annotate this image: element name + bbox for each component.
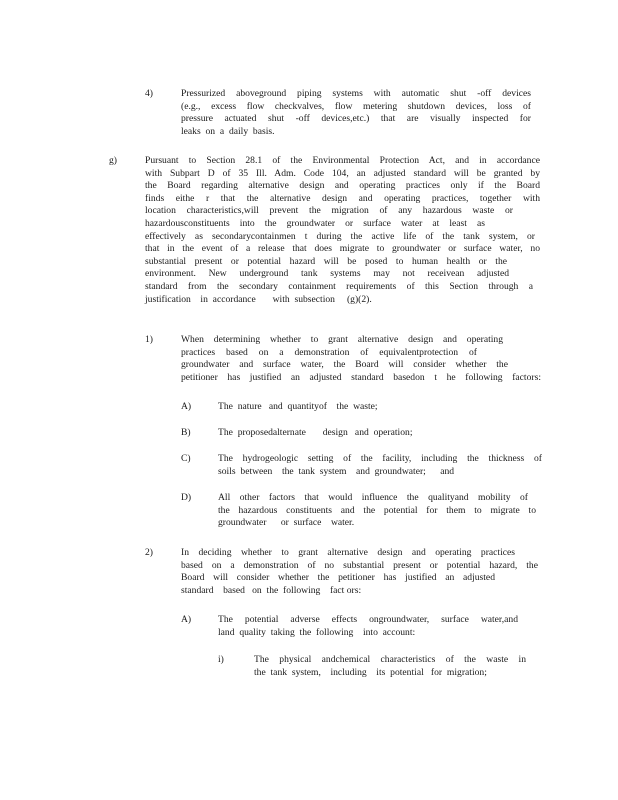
- factor-label: D): [181, 492, 192, 503]
- subitem-label: 1): [145, 334, 153, 345]
- item-text: Pressurized aboveground piping systems with automatic shut -off devices (e.g., excess flow checkvalves, flow metering shutdown devices, loss of pressure actuated shut -off devices,etc.) that are visually inspected for leaks on a daily basis.: [181, 88, 531, 137]
- subfactor-text: The physical andchemical characteristics of the waste in the tank system, including its potential for migration;: [254, 654, 526, 678]
- factor-text: All other factors that would influence the qualityand mobility of the hazardous constituents and the potential for them to migrate to groundwater or surface water.: [218, 492, 536, 529]
- subitem-label: 2): [145, 547, 153, 558]
- factor-text: The nature and quantityof the waste;: [218, 401, 378, 412]
- factor-text: The potential adverse effects ongroundwater, surface water,and land quality taking the following into account:: [218, 614, 518, 638]
- section-label: g): [109, 155, 117, 166]
- subfactor-label: i): [218, 654, 224, 665]
- subitem-text: In deciding whether to grant alternative design and operating practices based on a demonstration of no substantial present or potential hazard, the Board will consider whether the petitioner has justified an adjusted standard based on the following fact ors:: [181, 547, 538, 596]
- item-label: 4): [145, 88, 153, 99]
- factor-text: The hydrogeologic setting of the facility, including the thickness of soils between the tank system and groundwater; and: [218, 453, 542, 477]
- subitem-text: When determining whether to grant alternative design and operating practices based on a demonstration of equivalentprotection of groundwater and surface water, the Board will consider whether the petitioner has justified an adjusted standard basedon t he following factors:: [181, 334, 541, 383]
- factor-text: The proposedalternate design and operation;: [218, 427, 413, 438]
- factor-label: C): [181, 453, 191, 464]
- section-text: Pursuant to Section 28.1 of the Environmental Protection Act, and in accordance with Subpart D of 35 Ill. Adm. Code 104, an adjusted standard will be granted by the Board regarding alternative design and operating practices only if the Board finds eithe r that the alternative design and operating practices, together with location characteristics,will prevent the migration of any hazardous waste or hazardousconstituents into the groundwater or surface water at least as effectively as secondarycontainmen t during the active life of the tank system, or that in the event of a release that does migrate to groundwater or surface water, no substantial present or potential hazard will be posed to human health or the environment. New underground tank systems may not receivean adjusted standard from the secondary containment requirements of this Section through a justification in accordance with subsection (g)(2).: [145, 155, 540, 305]
- factor-label: A): [181, 401, 192, 412]
- factor-label: B): [181, 427, 191, 438]
- factor-label: A): [181, 614, 192, 625]
